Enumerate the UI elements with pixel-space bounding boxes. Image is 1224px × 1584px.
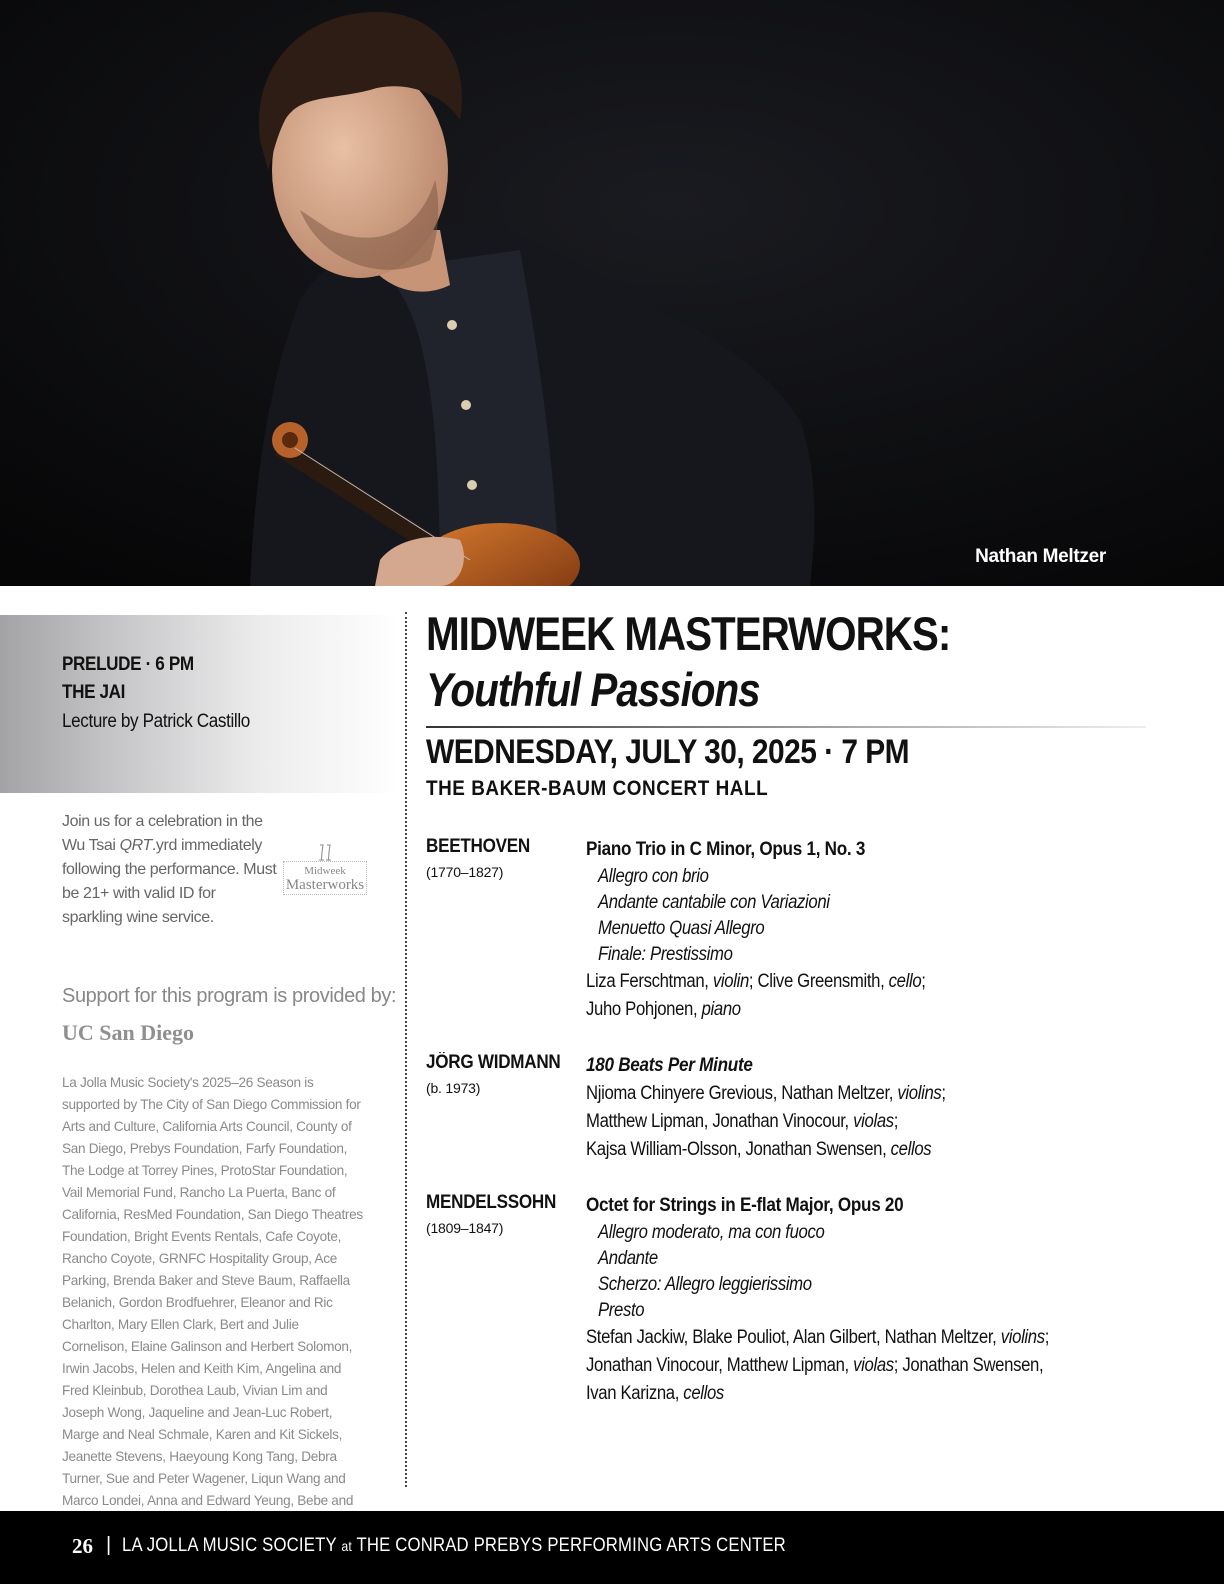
at-word: at [341, 1538, 352, 1554]
composer-name: MENDELSSOHN [426, 1192, 557, 1213]
performers-line: Juho Pohjonen, piano [586, 999, 741, 1020]
page-number: 26 [72, 1534, 93, 1558]
photo-caption: Nathan Meltzer [975, 546, 1106, 567]
prelude-time: PRELUDE · 6 PM [62, 654, 194, 675]
concert-title: MIDWEEK MASTERWORKS: [426, 607, 951, 660]
movement: Presto [598, 1300, 645, 1321]
celebration-note [62, 810, 277, 930]
logo-line-1: Midweek [304, 865, 346, 877]
column-divider [405, 612, 407, 1487]
footer-organization [122, 1535, 786, 1557]
piece-title: Piano Trio in C Minor, Opus 1, No. 3 [586, 839, 866, 860]
concert-venue: THE BAKER-BAUM CONCERT HALL [426, 777, 769, 800]
champagne-glasses-icon [314, 843, 336, 863]
composer-dates: (b. 1973) [426, 1080, 481, 1096]
hero-photo [0, 0, 1224, 586]
sponsor-list: La Jolla Music Society's 2025–26 Season is supported by The City of San Diego Commission for Arts and Culture, California Arts Council, County of San Diego, Prebys Foundation, Farfy Foundation, The Lodge at Torrey Pines, ProtoStar Foundation, Vail Memorial Fund, Rancho La Puerta, Banc of California, ResMed Foundation, San Diego Theatres Foundation, Bright Events Rentals, Cafe Coyote, Rancho Coyote, GRNFC Hospitality Group, Ace Parking, Brenda Baker and Steve Baum, Raffaella Belanich, Gordon Brodfuehrer, Eleanor and Ric Charlton, Mary Ellen Clark, Bert and Julie Cornelison, Elaine Galinson and Herbert Solomon, Irwin Jacobs, Helen and Keith Kim, Angelina and Fred Kleinbub, Dorothea Laub, Vivian Lim and Joseph Wong, Jaqueline and Jean-Luc Robert, Marge and Neal Schmale, Karen and Kit Sickels, Jeanette Stevens, Haeyoung Kong Tang, Debra Turner, Sue and Peter Wagener, Liqun Wang and Marco Londei, Anna and Edward Yeung, Bebe and [62, 1075, 363, 1508]
composer-dates: (1809–1847) [426, 1220, 504, 1236]
logo-line-2: Masterworks [285, 877, 365, 893]
composer-name: BEETHOVEN [426, 836, 530, 857]
composer-dates: (1770–1827) [426, 864, 504, 880]
title-rule [426, 726, 1146, 728]
performers-line: Stefan Jackiw, Blake Pouliot, Alan Gilbert, Nathan Meltzer, violins; [586, 1327, 1050, 1348]
violinist-portrait [0, 0, 1224, 586]
movement: Allegro moderato, ma con fuoco [598, 1222, 825, 1243]
performers-line: Ivan Karizna, cellos [586, 1383, 724, 1404]
concert-date: WEDNESDAY, JULY 30, 2025 · 7 PM [426, 733, 910, 771]
celebration-text-2: .yrd immediately following the performance. Must be 21+ with valid ID for sparkling wine service. [62, 837, 277, 926]
movement-list [586, 864, 1186, 968]
concert-subtitle: Youthful Passions [426, 663, 760, 716]
movement: Finale: Prestissimo [598, 944, 733, 965]
movement: Allegro con brio [598, 866, 709, 887]
movement-list [586, 1220, 1186, 1324]
piece-title: Octet for Strings in E-flat Major, Opus 20 [586, 1195, 904, 1216]
prelude-box [0, 615, 400, 793]
performers-line: Liza Ferschtman, violin; Clive Greensmith, cello; [586, 971, 926, 992]
page-footer [0, 1511, 1224, 1584]
qrt-name: QRT [119, 837, 152, 854]
org-name: LA JOLLA MUSIC SOCIETY [122, 1535, 337, 1556]
performers-line: Njioma Chinyere Grevious, Nathan Meltzer, violins; [586, 1083, 946, 1104]
movement: Andante cantabile con Variazioni [598, 892, 830, 913]
movement: Scherzo: Allegro leggierissimo [598, 1274, 812, 1295]
uc-san-diego-logo: UC San Diego [62, 1020, 195, 1045]
support-title: Support for this program is provided by: [62, 985, 397, 1007]
movement: Andante [598, 1248, 658, 1269]
prelude-lecture: Lecture by Patrick Castillo [62, 711, 250, 732]
prelude-location: THE JAI [62, 682, 126, 703]
footer-separator: | [106, 1534, 112, 1556]
venue-name: THE CONRAD PREBYS PERFORMING ARTS CENTER [356, 1535, 786, 1556]
celebration-text-1: Join us for a celebration in the Wu Tsai [62, 813, 263, 854]
performers-line: Matthew Lipman, Jonathan Vinocour, violas; [586, 1111, 899, 1132]
composer-name: JÖRG WIDMANN [426, 1052, 561, 1073]
performers-line: Kajsa William-Olsson, Jonathan Swensen, cellos [586, 1139, 932, 1160]
piece-title: 180 Beats Per Minute [586, 1055, 753, 1076]
midweek-masterworks-logo [283, 843, 367, 901]
movement: Menuetto Quasi Allegro [598, 918, 765, 939]
performers-line: Jonathan Vinocour, Matthew Lipman, violas; Jonathan Swensen, [586, 1355, 1044, 1376]
